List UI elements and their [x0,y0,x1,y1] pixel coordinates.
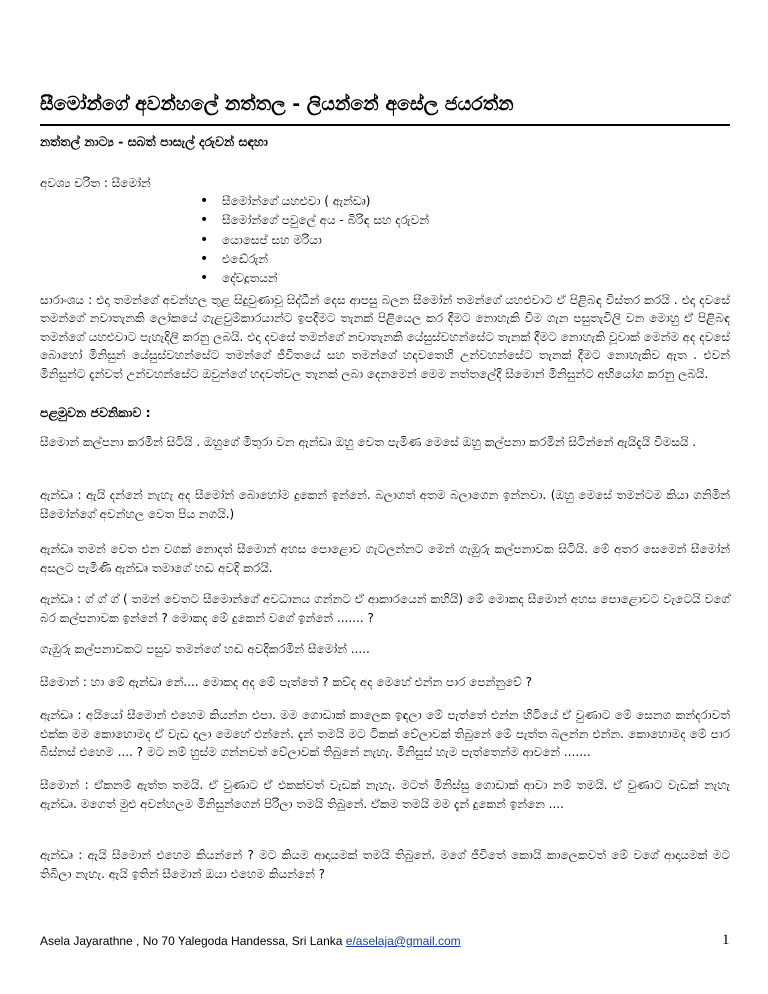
script-paragraph: සීමොන් : හා මේ ඇන්ඩෘ නේ.... මොකද අද මේ පැත්තේ ? කව්ද අද මෙහේ එන්න පාර පෙන්නුවේ ? [40,675,532,689]
script-paragraph: සීමොන් කල්පනා කරමින් සිටියි . ඔහුගේ මිතුරා වන ඇන්ඩෘ ඔහු වෙත පැමිණ මෙසේ ඔහු කල්පනා කරමින් සිටින්නේ ඇයිදැයි විමසයි . [40,435,697,449]
title-divider [40,124,730,126]
document-title: සීමෝන්ගේ අවන්හලේ නත්තල - ලියන්නේ අසේල ජයරත්න [40,93,514,115]
footer-email-link[interactable]: e/aselaja@gmail.com [345,934,461,948]
cast-list-item: • යොසෙප් සහ මරියා [200,231,429,250]
page-number: 1 [722,932,730,948]
summary-paragraph: සාරාංශය : එදා තමන්ගේ අවන්හල තුළ සිදුවුණාවූ සිද්ධීන් දෙස ආපසු බලන සීමෝන් තමන්ගේ යහළුවාට ඒ පිළිබඳ විස්තර කරයි . එදා දවසේ තමන්ගේ නවාතැනකි ලෝකයේ ගැළවුම්කාරයාන්ට ඉපදීමට තැනක් පිළියෙල කර දීමට නොහැකි වීම ගැන පසුතැවිලි වන මොහු ඒ පිළිබඳ තමන්ගේ යහළුවාට පැහැදිලි කරනු ලබයි. එදා දවසේ තමන්ගේ නවාතැනකි යේසුස්වහන්සේට තැනක් දීමට නොහැකි වූවාක් මෙන්ම අද දවසේ බොහෝ මිනිසුන් යේසුස්වහන්සේට තමන්ගේ ජීවිතයේ සහ තමන්ගේ හදවතෙහි උන්වහන්සේට තැනක් දීමට නොහැකිව ඇත . එවන් මිනිසුන්ට දැන්වත් උන්වහන්සේට ඔවුන්ගේ හදවත්වල තැනක් ලබා දෙනමෙන් මෙම නත්තලේදී සීමොන් මිනිසුන්ට අභියෝග කරනු ලබයි. [40,293,730,381]
cast-list-item: • එඬේරුන් [200,250,429,269]
cast-label: අවශ්‍ය චරිත : සීමෝන් [40,176,151,190]
cast-list [200,192,429,288]
script-paragraph: ඇන්ඩෘ : ග් ග් ග් ( තමන් වෙතට සීමොන්ගේ අවධානය ගන්නට ඒ ආකාරයෙන් කහියි) මේ මොකද සීමොන් අහස පොළොවට වැටෙයි වගේ බර කල්පනාවක ඉන්නේ ? මොකද මේ දුකෙන් වගේ ඉන්නේ ....... ? [40,592,730,625]
script-paragraph: ඇන්ඩෘ : අයියෝ සීමොන් එහෙම කියන්න එපා. මම ගොඩාක් කාලෙක ඉඳලා මේ පැත්තේ එන්න හිටියේ ඒ වුණාට මේ සෙනග කන්දරාවත් එක්ක මම කොහොමද ඒ වැඩ දාලා මෙහේ එන්නේ. දැන් තමයි මට ටිකක් වේලාවක් තිබුනේ මේ පැත්ත බලන්න එන්න. කොහොමද මේ පාර බිස්නස් එහෙම .... ? මට නම් හුස්ම ගන්නවත් වේලාවක් තිබුනේ නැහැ. මිනිසුස් හැම පැත්තෙන්ම ආවනේ ....... [40,708,730,760]
script-paragraph: ඇන්ඩෘ තමන් වෙත එන වගක් නොදත් සීමොන් අහස පොළොව ගැටලන්නට මෙන් ගැඹුරු කල්පනාවක සිටියි. මේ අතර සෙමෙන් සීමෝන් අසලට පැමිණි ඇන්ඩෘ තමාගේ හඬ අවදි කරයි. [40,542,730,575]
page-footer [40,934,461,948]
cast-list-item: • සීමෝන්ගේ යහළුවා ( ඇන්ඩෘ) [200,192,429,211]
document-subtitle: නත්තල් නාට්‍ය - සබත් පාසැල් දරුවන් සඳහා [40,134,268,149]
cast-list-item: • සීමෝන්ගේ පවුලේ අය - බිරිඳ සහ දරුවන් [200,211,429,230]
script-paragraph: ඇන්ඩෘ : ඇයි සීමොන් එහෙම කියන්නේ ? මට කියම ආදායමක් තමයි තිබුනේ. මගේ ජීවිතේ කොයි කාලෙකවත් මේ වගේ ආදායමක් මට තිබිලා නැහැ. ඇයි ඉතින් සීමොන් ඔයා එහෙම කියන්නේ ? [40,848,730,881]
script-paragraph: ඇන්ඩෘ : ඇයි දන්නේ නැහැ අද සීමෝන් බොහෝම දුකෙන් ඉන්නේ. බලාගත් අතම බලාගෙන ඉන්නවා. (ඔහු මෙසේ තමන්ටම කියා ගනිමින් සීමෝන්ගේ අවන්හල වෙත පිය නගයි.) [40,488,730,521]
footer-address: Asela Jayarathne , No 70 Yalegoda Handessa, Sri Lanka [40,934,346,948]
scene-heading: පළමුවන ජවනිකාව : [40,405,151,420]
cast-list-item: • දේවදූතයන් [200,269,429,288]
script-paragraph: සීමොන් : ඒකනම් ඇත්ත තමයි. ඒ වුණාට ඒ එකක්වත් වැඩක් නැහැ. මටත් මිනිස්සු ගොඩාක් ආවා නම් තමයි. ඒ වුණාට වැඩක් නැහැ ඇන්ඩෘ. මගෙත් මුළු අවන්හලම මිනිසුන්ගෙන් පිරිලා තමයි තිබුනේ. ඒකම තමයි මම දැන් දුකෙන් ඉන්නෙ .... [40,778,730,811]
script-paragraph: ගැඹුරු කල්පනාවකට පසුව තමන්ගේ හඬ අවදිකරමින් සීමෝන් ..... [40,642,370,656]
